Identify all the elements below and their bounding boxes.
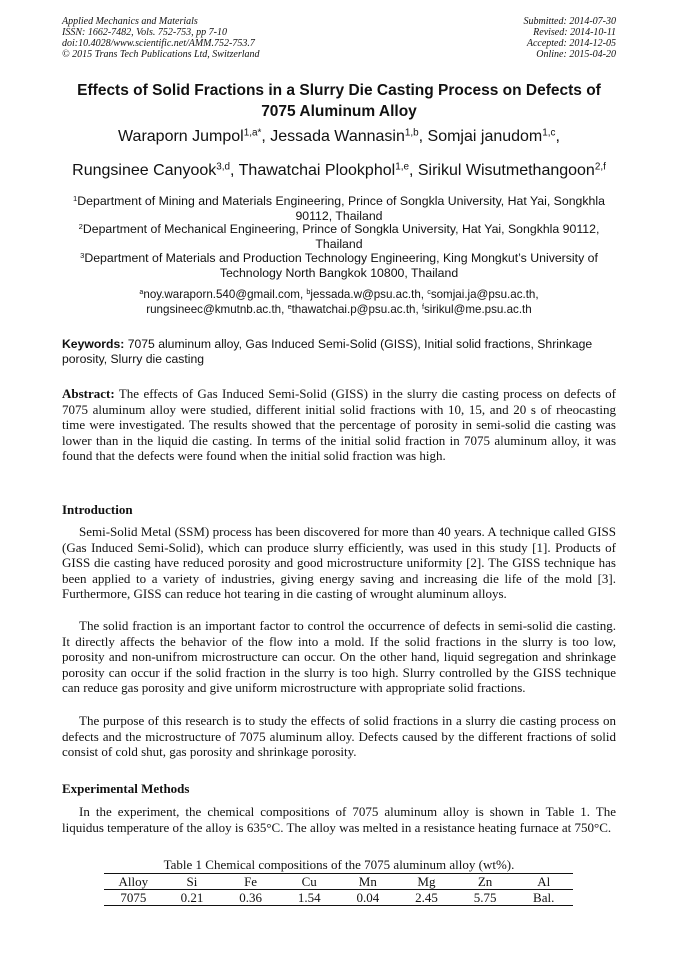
- submission-dates: [524, 16, 617, 60]
- table-header-cell: Zn: [477, 874, 493, 889]
- paper-title: [50, 80, 628, 122]
- author-sup: 1,a*: [243, 127, 262, 139]
- author-line-1: [40, 127, 638, 147]
- abstract: [62, 386, 616, 464]
- intro-paragraph-3: The purpose of this research is to study the effects of solid fractions in a slurry die casting process on defects and the microstructure of 7075 aluminum alloy. Defects caused by the different fractions of solid consist of cold shut, gas porosity and shrinkage porosity.: [62, 713, 616, 760]
- email-address: sirikul@me.psu.ac.th: [423, 303, 532, 316]
- table-header-row: [104, 873, 573, 889]
- author-sep: ,: [261, 128, 271, 145]
- table-cell: 1.54: [297, 890, 321, 905]
- title-line-1: Effects of Solid Fractions in a Slurry Die Casting Process on Defects of: [77, 82, 601, 99]
- journal-copyright: © 2015 Trans Tech Publications Ltd, Switzerland: [62, 49, 260, 60]
- table-cell: 0.36: [239, 890, 262, 905]
- table-header-cell: Al: [537, 874, 551, 889]
- email-sup: a: [139, 287, 144, 297]
- email-address: thawatchai.p@psu.ac.th: [291, 303, 416, 316]
- email-sep: ,: [420, 288, 428, 301]
- email-sup: e: [287, 302, 292, 312]
- table-cell: 0.04: [356, 890, 380, 905]
- author-sep: ,: [555, 128, 560, 145]
- date-accepted: Accepted: 2014-12-05: [526, 38, 616, 49]
- table-header-cell: Fe: [244, 874, 258, 889]
- affiliation-text: Department of Mining and Materials Engineering, Prince of Songkla University, Hat Yai, Songkhla 90112, Thailand: [77, 194, 605, 223]
- email-address: rungsineec@kmutnb.ac.th: [146, 303, 282, 316]
- author-sup: 3,d: [216, 161, 231, 173]
- keywords-label: Keywords:: [62, 337, 125, 351]
- author-sep: ,: [408, 162, 418, 179]
- keywords: [62, 337, 616, 367]
- journal-name: Applied Mechanics and Materials: [62, 16, 198, 27]
- author-name: Sirikul Wisutmethangoon: [417, 162, 595, 179]
- email-sep: ,: [415, 303, 422, 316]
- journal-doi: doi:10.4028/www.scientific.net/AMM.752-753.7: [62, 38, 255, 49]
- author-name: Somjai janudom: [427, 128, 543, 145]
- journal-info: [62, 16, 260, 60]
- author-sep: ,: [418, 128, 428, 145]
- date-online: Online: 2015-04-20: [536, 49, 616, 60]
- composition-table: [104, 873, 573, 906]
- table-cell: 0.21: [180, 890, 204, 905]
- author-sup: 1,c: [542, 127, 556, 139]
- date-revised: Revised: 2014-10-11: [533, 27, 616, 38]
- author-sep: ,: [230, 162, 239, 179]
- email-address: noy.waraporn.540@gmail.com: [143, 288, 300, 301]
- email-sup: b: [306, 287, 311, 297]
- author-sup: 2,f: [594, 161, 606, 173]
- affiliation-2: [62, 222, 616, 251]
- affiliation-sup: 1: [73, 193, 78, 203]
- author-name: Rungsinee Canyook: [72, 162, 217, 179]
- table-caption: Table 1 Chemical compositions of the 7075 aluminum alloy (wt%).: [163, 857, 515, 872]
- abstract-text: The effects of Gas Induced Semi-Solid (GISS) in the slurry die casting process on defects of 7075 aluminum alloy were studied, different initial solid fractions with 10, 15, and 20 s of rheocasting time were investigated. The results showed that the percentage of porosity in semi-solid die casting was lower than in the liquid die casting. In terms of the initial solid fraction in 7075 aluminum alloy, it was found that the defects were found when the initial solid fraction was high.: [62, 386, 616, 464]
- keywords-text: 7075 aluminum alloy, Gas Induced Semi-Solid (GISS), Initial solid fractions, Shrinkage porosity, Slurry die casting: [62, 337, 593, 366]
- title-line-2: 7075 Aluminum Alloy: [261, 103, 417, 120]
- table-header-cell: Mn: [358, 874, 377, 889]
- author-name: Jessada Wannasin: [270, 128, 405, 145]
- section-heading-experimental: Experimental Methods: [62, 781, 190, 796]
- table-row: [104, 889, 573, 906]
- table-cell: 2.45: [415, 890, 438, 905]
- email-address: jessada.w@psu.ac.th: [310, 288, 421, 301]
- email-address: somjai.ja@psu.ac.th,: [430, 288, 539, 301]
- intro-paragraph-2: The solid fraction is an important factor to control the occurrence of defects in semi-solid die casting. It directly affects the behavior of the flow into a mold. If the solid fractions in the slurry is too low, porosity and non-unifrom microstructure can occur. On the other hand, liquid segregation and shrinkage porosity can occur if the solid fraction in the slurry is too high. Slurry controlled by the GISS technique can reduce gas porosity and give uniform microstructure with appropriate solid fractions.: [62, 618, 616, 696]
- affiliation-text: Department of Mechanical Engineering, Prince of Songkla University, Hat Yai, Songkhla 90112, Thailand: [82, 222, 600, 251]
- table-header-cell: Si: [186, 874, 198, 889]
- email-sep: ,: [299, 288, 307, 301]
- table-cell: 7075: [120, 890, 147, 905]
- author-sup: 1,e: [395, 161, 409, 173]
- journal-issn: ISSN: 1662-7482, Vols. 752-753, pp 7-10: [62, 27, 227, 38]
- affiliation-1: [62, 194, 616, 223]
- author-emails: [62, 287, 616, 317]
- abstract-label: Abstract:: [62, 386, 115, 401]
- author-name: Waraporn Jumpol: [118, 128, 244, 145]
- affiliation-3: [62, 251, 616, 280]
- section-heading-introduction: Introduction: [62, 502, 133, 517]
- affiliation-sup: 2: [78, 221, 83, 231]
- author-sup: 1,b: [404, 127, 419, 139]
- table-header-cell: Cu: [301, 874, 317, 889]
- experimental-paragraph: In the experiment, the chemical compositions of 7075 aluminum alloy is shown in Table 1. The liquidus temperature of the alloy is 635°C. The alloy was melted in a resistance heating furnace at 750°C.: [62, 804, 616, 835]
- table-cell: Bal.: [533, 890, 555, 905]
- date-submitted: Submitted: 2014-07-30: [523, 16, 616, 27]
- email-sup: c: [427, 287, 431, 297]
- author-name: Thawatchai Plookphol: [238, 162, 396, 179]
- intro-paragraph-1: Semi-Solid Metal (SSM) process has been discovered for more than 40 years. A technique called GISS (Gas Induced Semi-Solid), which can produce slurry efficiently, was used in this study [1]. Products of GISS die casting have reduced porosity and good microstructure uniformity [2]. The GISS technique has been applied to a variety of industries, giving energy saving and increasing die life of the mold [3]. Furthermore, GISS can reduce hot tearing in die casting of wrought aluminum alloys.: [62, 524, 616, 602]
- affiliation-text: Department of Materials and Production Technology Engineering, King Mongkut’s University of Technology North Bangkok 10800, Thailand: [84, 251, 598, 280]
- author-line-2: [40, 161, 638, 181]
- email-sup: f: [421, 302, 424, 312]
- affiliation-sup: 3: [80, 250, 85, 260]
- email-sep: ,: [281, 303, 288, 316]
- table-header-cell: Mg: [417, 874, 436, 889]
- table-header-cell: Alloy: [118, 874, 149, 889]
- table-cell: 5.75: [473, 890, 497, 905]
